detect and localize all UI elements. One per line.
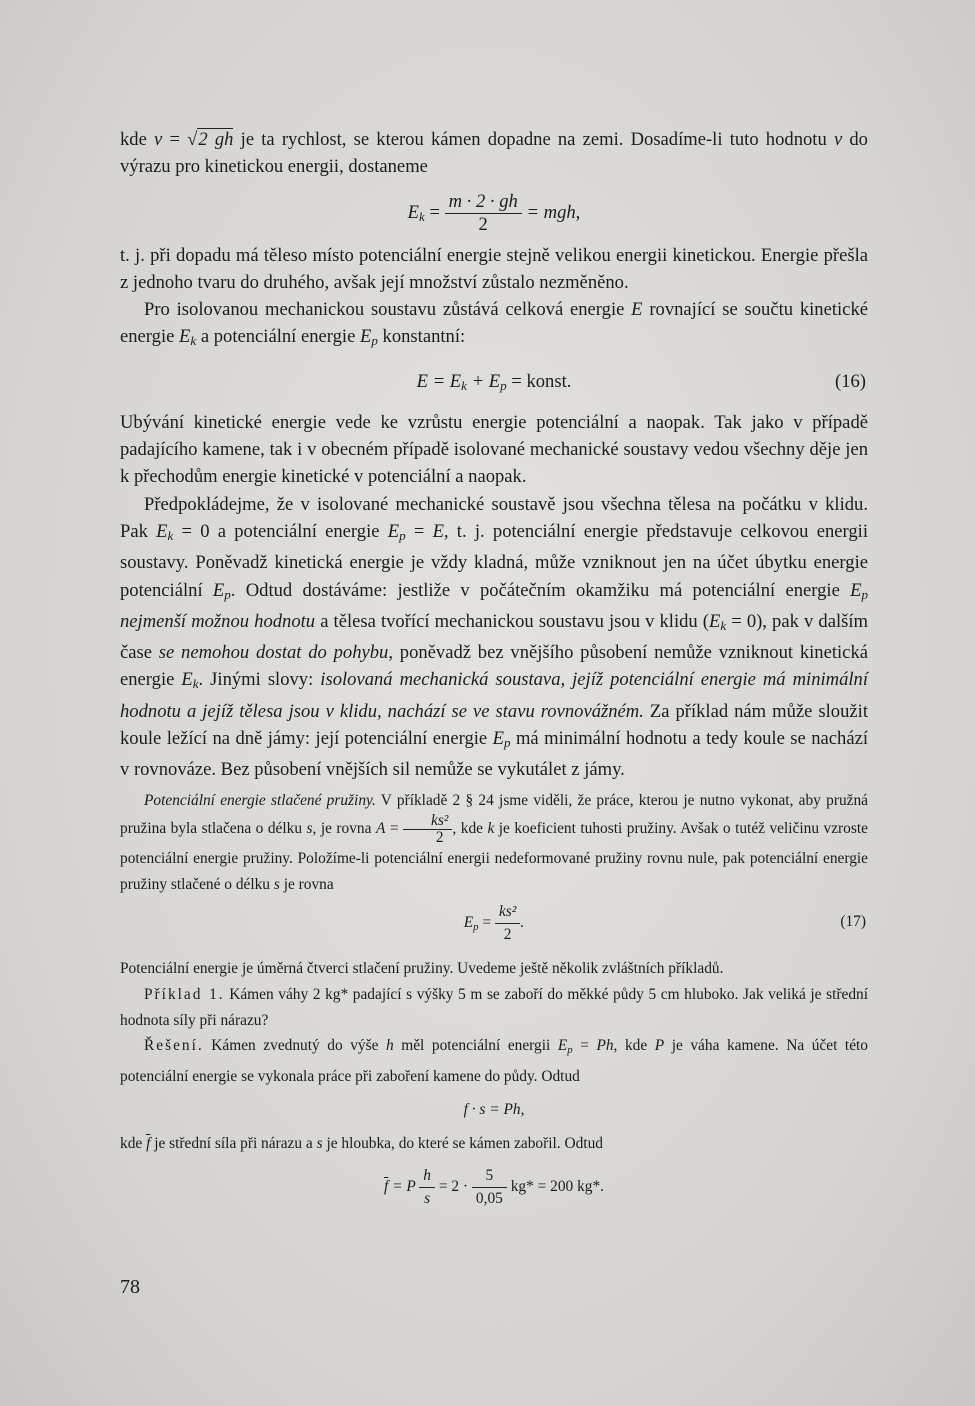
equation-number: (16) — [835, 370, 866, 392]
italic-text: se nemohou dostat do pohybu — [158, 642, 389, 664]
text: = 2 · — [435, 1178, 472, 1196]
text: . Odtud dostáváme: jestliže v počátečním okamžiku má potenciální energie — [230, 579, 851, 601]
denominator: 0,05 — [472, 1187, 507, 1210]
var: $\overline{f}$ — [383, 1178, 389, 1196]
numerator: ks² — [498, 903, 517, 921]
var: k — [487, 820, 495, 838]
var: E — [492, 728, 504, 750]
sub: p — [861, 586, 868, 602]
fraction — [419, 1165, 435, 1210]
text: , poněvadž bez vnějšího působení nemůže vzniknout kinetická energie — [120, 642, 868, 691]
fraction — [495, 901, 520, 946]
sub: k — [461, 377, 467, 393]
eq-sign: = — [424, 201, 445, 223]
denominator: s — [419, 1187, 435, 1210]
text: je hloubka, do které se kámen zabořil. Odtud — [322, 1135, 603, 1153]
var: s — [316, 1135, 323, 1153]
eq-part: E = E — [416, 370, 462, 392]
text: rovnající se součtu kinetické energie — [120, 299, 868, 348]
var: E — [850, 579, 862, 601]
sqrt-sign: √ — [187, 129, 198, 150]
text: = 0 a potenciální energie — [173, 520, 388, 542]
denominator: 2 — [403, 829, 452, 846]
text: Pro isolovanou mechanickou soustavu zůstává celková energie — [144, 299, 632, 321]
text: Kámen zvednutý do výše — [203, 1037, 386, 1055]
eq-sub: k — [419, 208, 425, 224]
eq-sign: = — [478, 914, 495, 932]
text: , kde — [613, 1037, 655, 1055]
var: E — [181, 669, 193, 691]
paragraph: Potenciální energie je úměrná čtverci stlačení pružiny. Uvedeme ještě několik zvláštních příkladů. — [120, 960, 724, 978]
numerator: ks² — [430, 812, 449, 830]
var: E — [212, 579, 225, 601]
sqrt-arg: 2 gh — [198, 129, 234, 150]
var-v: v — [154, 129, 163, 150]
paragraph — [120, 296, 868, 355]
italic-text: isolovaná mechanická soustava, jejíž potenciální energie má minimální hodnotu a jejíž tělesa jsou v klidu, nachází se ve stavu rovnovážném. — [120, 669, 869, 722]
sub: k — [192, 676, 199, 692]
var: E — [432, 520, 444, 542]
equation-result — [120, 1165, 868, 1210]
section-heading: Potenciální energie stlačené pružiny. — [144, 791, 376, 809]
text: měl potenciální energii — [393, 1037, 558, 1055]
text: je ta rychlost, se kterou kámen dopadne na zemi. Dosadíme-li tuto hodnotu — [233, 129, 834, 150]
text: , kde — [452, 820, 488, 838]
var: E — [709, 610, 721, 632]
text: kde — [120, 129, 155, 150]
equation-kinetic — [120, 191, 868, 236]
denominator: 2 — [445, 213, 522, 236]
equation-force — [120, 1095, 868, 1125]
var: E — [631, 299, 643, 321]
text: je koeficient tuhosti pružiny. Avšak o tutéž veličinu vzroste potenciální energie pružiny. Položíme-li potenciální energii nedeformované pružiny rovnu nule, pak potenciální energie pružiny stlačené o délku — [120, 820, 868, 893]
text: konstantní: — [377, 326, 466, 348]
text: Za příklad nám může sloužit koule ležící na dně jámy: její potenciální energie — [120, 700, 868, 750]
text: = P — [388, 1178, 420, 1196]
fraction — [445, 191, 522, 236]
page-number: 78 — [120, 1276, 140, 1298]
var: E — [557, 1037, 568, 1055]
text: je střední síla při nárazu a — [150, 1135, 317, 1153]
var: E — [156, 520, 168, 542]
paragraph — [120, 1033, 868, 1089]
paragraph: t. j. při dopadu má těleso místo potenciální energie stejně velikou energii kinetickou. Energie přešla z jednoho tvaru do druhého, avšak její množství zůstalo nezměněno. — [120, 244, 868, 293]
fraction — [472, 1165, 507, 1210]
numerator: m · 2 · gh — [448, 190, 518, 212]
var: h — [386, 1037, 394, 1055]
sub: k — [720, 617, 727, 633]
numerator: 5 — [485, 1166, 494, 1184]
text: V příkladě 2 § 24 jsme viděli, že práce, kterou je nutno vykonat, aby pružná pružina byla stlačena o délku — [120, 791, 868, 838]
sub: k — [167, 527, 174, 543]
paragraph — [120, 788, 868, 898]
text: = — [405, 520, 433, 542]
eq-rhs: = mgh, — [521, 201, 581, 223]
equation-number: (17) — [840, 913, 866, 931]
var: A — [375, 820, 386, 838]
sub: p — [371, 333, 378, 349]
text: , je rovna — [312, 820, 376, 838]
eq-lhs: E — [407, 201, 420, 223]
sub: p — [503, 735, 511, 751]
eq-lhs: E — [463, 914, 474, 932]
var: E — [387, 520, 400, 542]
var: $\overline{f}$ — [146, 1135, 151, 1153]
text: = — [162, 129, 188, 150]
text: a potenciální energie — [196, 326, 361, 348]
eq-text: f · s = Ph, — [463, 1101, 525, 1119]
text: do výrazu pro kinetickou energii, dostaneme — [120, 129, 868, 178]
paragraph — [120, 1131, 868, 1157]
italic-text: nejmenší možnou hodnotu — [120, 610, 316, 632]
paragraph — [120, 491, 868, 784]
var: s — [273, 875, 280, 893]
var: s — [306, 820, 313, 838]
text: je rovna — [279, 875, 334, 893]
text: Předpokládejme, že v isolované mechanické soustavě jsou všechna tělesa na počátku v klidu. Pak — [120, 493, 868, 542]
fraction — [403, 813, 452, 846]
text: má minimální hodnotu a tedy koule se nachází v rovnováze. Bez působení vnějších sil nemůže se vykutálet z jámy. — [120, 728, 869, 781]
equation-16 — [120, 367, 868, 401]
eq-part: = konst. — [506, 370, 572, 392]
text: . — [520, 914, 525, 932]
sub: k — [190, 333, 197, 349]
numerator: h — [423, 1166, 431, 1184]
page-content — [120, 126, 868, 1210]
var: E — [360, 326, 372, 348]
paragraph: Ubývání kinetické energie vede ke vzrůstu energie potenciální a naopak. Tak jako v případě padajícího kamene, tak i v obecném případě isolované mechanické soustavy vedou všechny děje jen k přechodům energie kinetické v potenciální a naopak. — [120, 411, 868, 488]
var: E — [179, 326, 191, 348]
paragraph — [120, 982, 868, 1033]
text: = — [572, 1037, 597, 1055]
text: je váha kamene. Na účet této potenciální energie se vykonala práce při zaboření kamene do půdy. Odtud — [120, 1037, 868, 1085]
sub: p — [567, 1044, 573, 1057]
text: kg* = 200 kg*. — [506, 1178, 605, 1196]
var: P — [654, 1037, 665, 1055]
text: = — [385, 820, 403, 838]
equation-17 — [120, 901, 868, 946]
text: = 0), pak v dalším čase — [120, 610, 868, 664]
text: , t. j. potenciální energie představuje celkovou energii soustavy. Poněvadž kinetická energie je vždy kladná, může vzniknout jen na účet úbytku energie potenciální — [120, 520, 868, 601]
paragraph — [120, 126, 868, 181]
example-label: Příklad 1. — [144, 986, 225, 1004]
text: Kámen váhy 2 kg* padající s výšky 5 m se zaboří do měkké půdy 5 cm hluboko. Jak veliká je střední hodnota síly při nárazu? — [120, 986, 868, 1029]
sub: p — [473, 921, 479, 934]
sub: p — [224, 586, 231, 602]
var: Ph — [596, 1037, 614, 1055]
solution-label: Řešení. — [144, 1037, 204, 1055]
text: kde — [120, 1135, 147, 1153]
sub: p — [399, 527, 406, 543]
var-v: v — [833, 129, 843, 150]
small-print-section — [120, 788, 868, 1210]
text: a tělesa tvořící mechanickou soustavu jsou v klidu ( — [315, 610, 709, 632]
eq-part: + E — [466, 370, 501, 392]
text: . Jinými slovy: — [198, 669, 321, 691]
sub: p — [500, 377, 507, 393]
denominator: 2 — [495, 923, 520, 946]
